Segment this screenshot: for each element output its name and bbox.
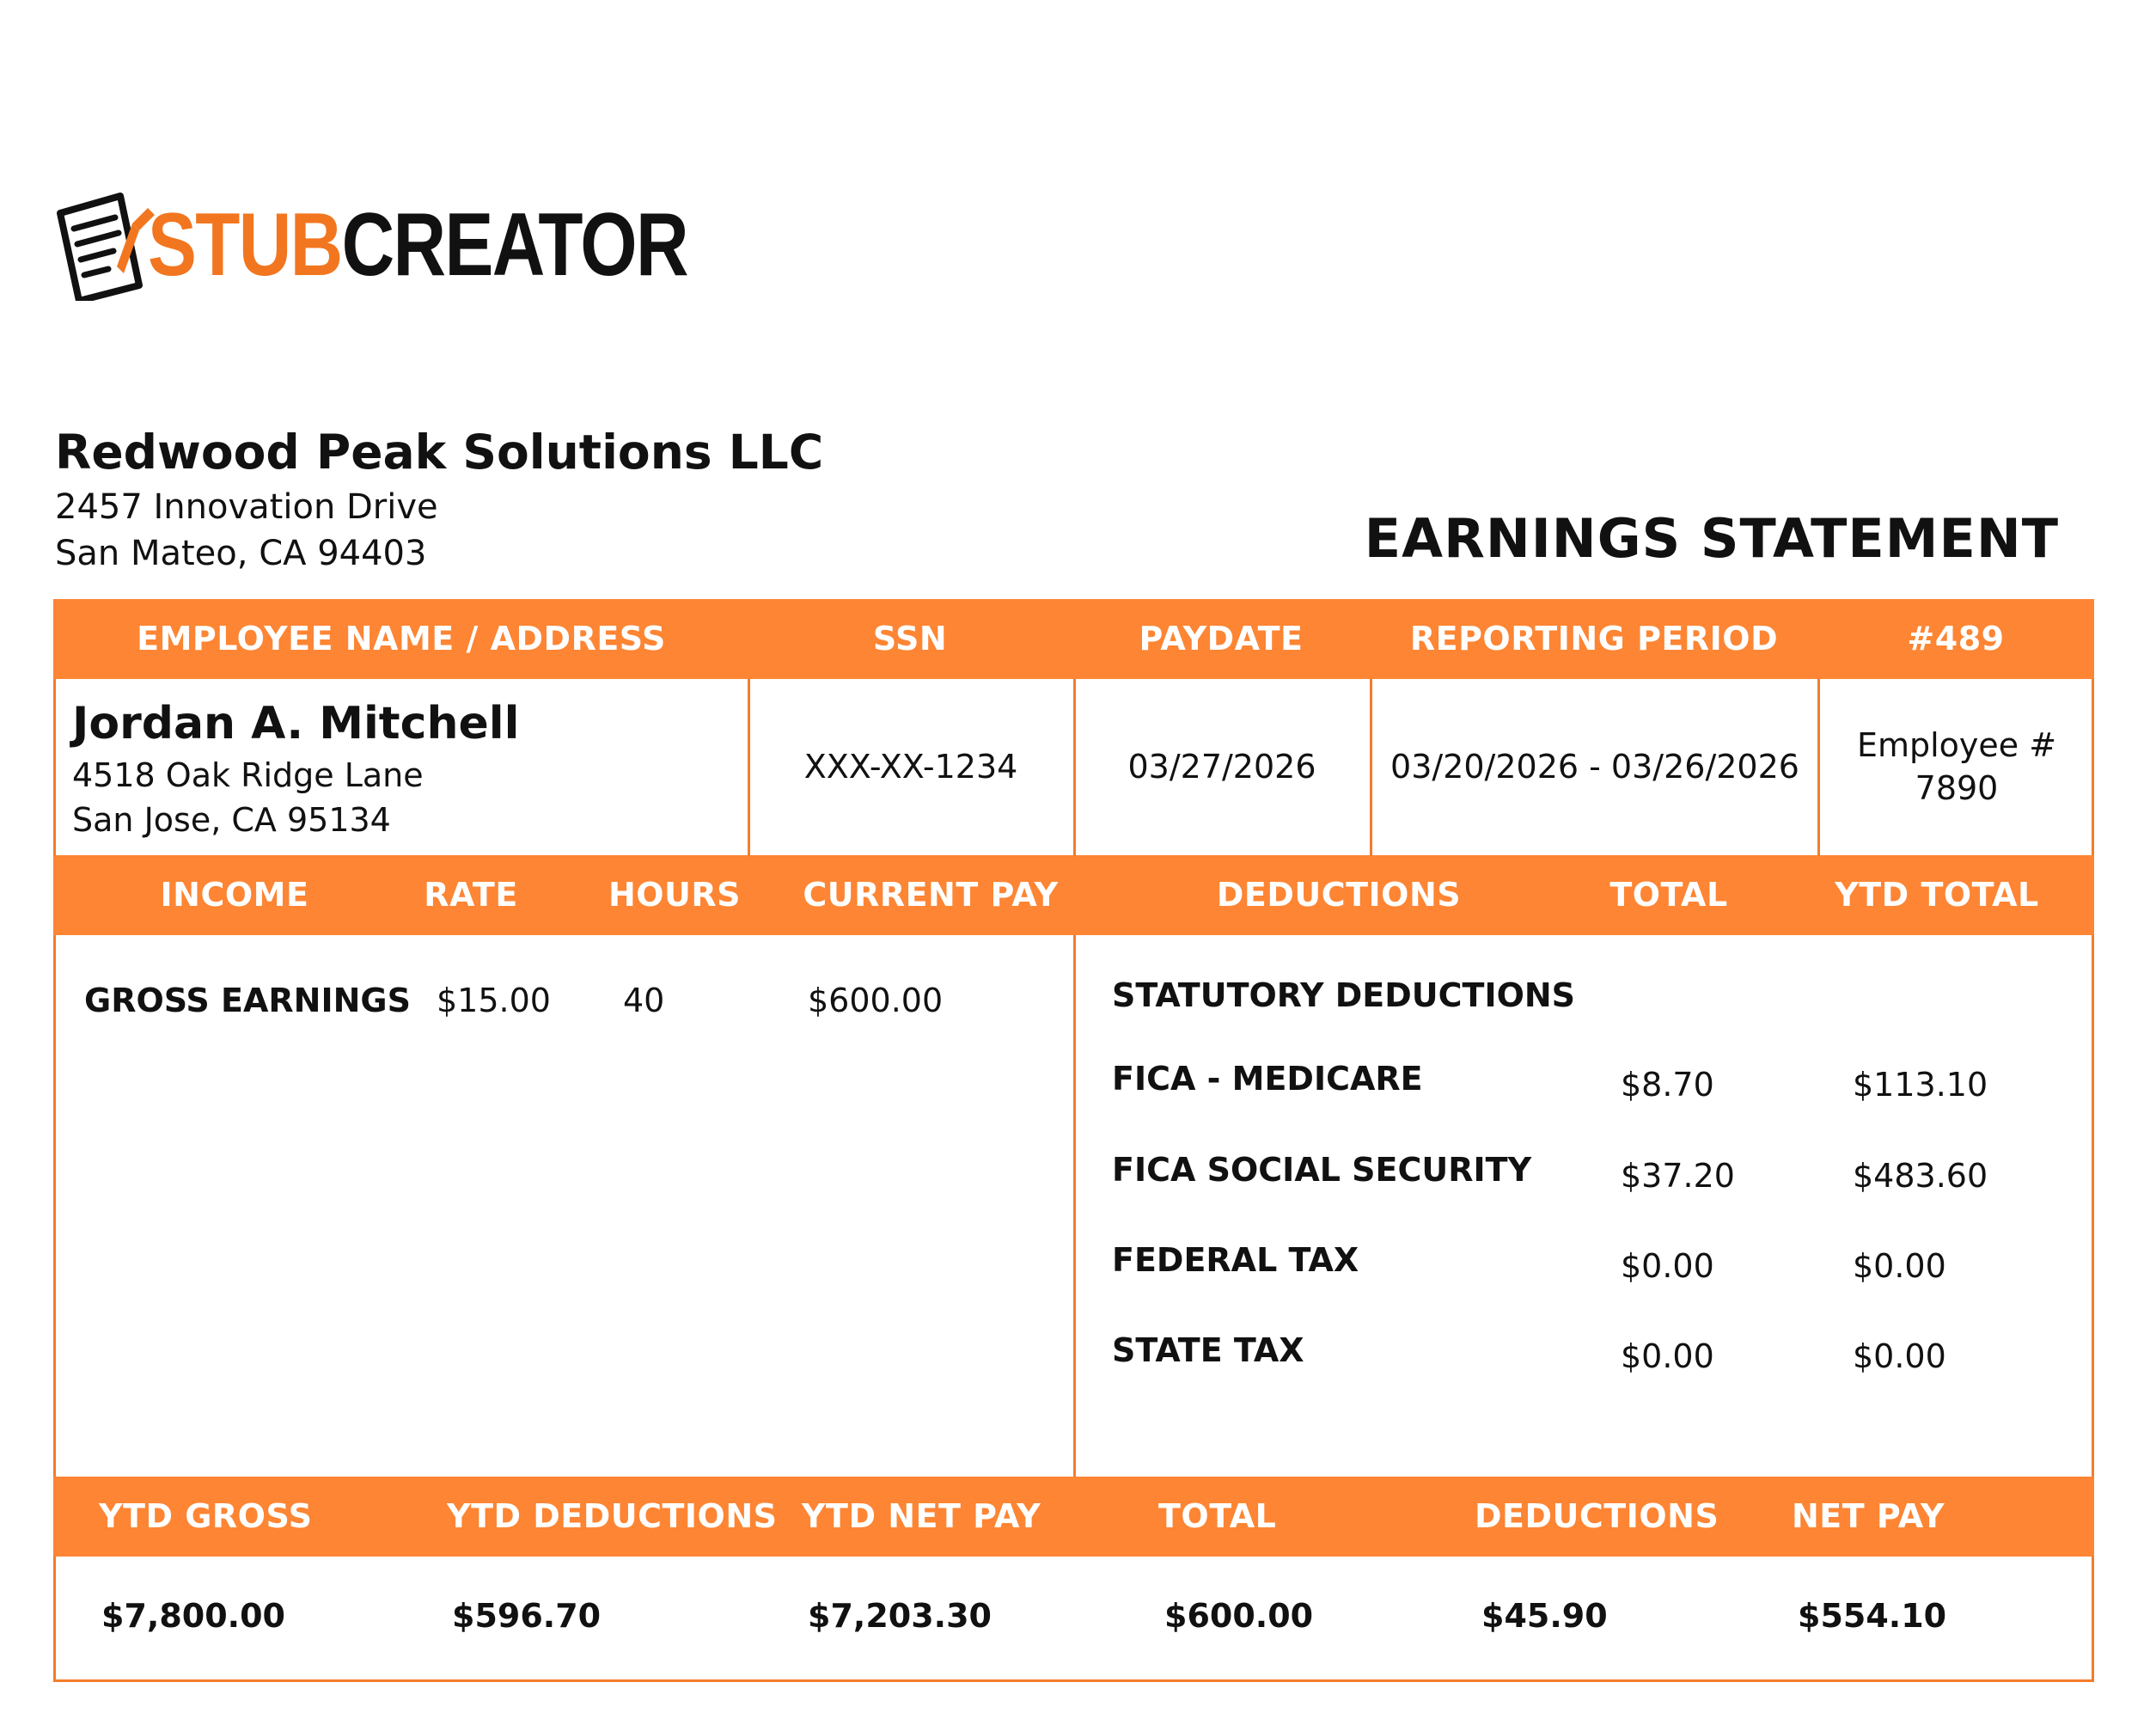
- deduction-total: $0.00: [1621, 1337, 1714, 1375]
- header-summary-deductions: DEDUCTIONS: [1475, 1497, 1719, 1535]
- employee-name: Jordan A. Mitchell: [72, 698, 520, 749]
- divider-ssn-paydate: [1073, 679, 1076, 855]
- employee-address-line1: 4518 Oak Ridge Lane: [72, 756, 424, 794]
- company-address-line1: 2457 Innovation Drive: [55, 487, 438, 527]
- header-hours: HOURS: [608, 876, 742, 914]
- header-ytd-total: YTD TOTAL: [1835, 876, 2039, 914]
- header-band-income: [53, 855, 2094, 935]
- company-address-line2: San Mateo, CA 94403: [55, 534, 427, 573]
- summary-deductions: $45.90: [1481, 1597, 1608, 1635]
- deduction-total: $0.00: [1621, 1247, 1714, 1285]
- header-summary-net-pay: NET PAY: [1792, 1497, 1945, 1535]
- summary-ytd-gross: $7,800.00: [101, 1597, 285, 1635]
- divider-employee-ssn: [748, 679, 750, 855]
- employee-paydate: 03/27/2026: [1127, 748, 1316, 786]
- employee-reporting-period: 03/20/2026 - 03/26/2026: [1390, 748, 1799, 786]
- statutory-deductions-title: STATUTORY DEDUCTIONS: [1112, 976, 1576, 1014]
- deduction-ytd: $0.00: [1853, 1247, 1946, 1285]
- paystub-document-icon: [53, 189, 156, 301]
- deduction-ytd: $483.60: [1853, 1157, 1988, 1195]
- income-hours: 40: [623, 982, 665, 1019]
- income-rate: $15.00: [437, 982, 551, 1019]
- deduction-label: FICA SOCIAL SECURITY: [1112, 1151, 1532, 1189]
- header-ytd-net-pay: YTD NET PAY: [802, 1497, 1041, 1535]
- summary-net-pay: $554.10: [1798, 1597, 1947, 1635]
- employee-number: 7890: [1915, 769, 1999, 807]
- deduction-total: $37.20: [1621, 1157, 1735, 1195]
- header-ytd-deductions: YTD DEDUCTIONS: [447, 1497, 778, 1535]
- employee-address-line2: San Jose, CA 95134: [72, 801, 391, 839]
- deduction-ytd: $113.10: [1853, 1066, 1988, 1104]
- header-deductions: DEDUCTIONS: [1216, 876, 1462, 914]
- header-reporting-period: REPORTING PERIOD: [1409, 620, 1779, 658]
- summary-ytd-net-pay: $7,203.30: [808, 1597, 992, 1635]
- header-ytd-gross: YTD GROSS: [99, 1497, 313, 1535]
- header-employee-address: EMPLOYEE NAME / ADDRESS: [137, 620, 666, 658]
- deduction-label: FEDERAL TAX: [1112, 1241, 1359, 1279]
- summary-total: $600.00: [1164, 1597, 1314, 1635]
- summary-ytd-deductions: $596.70: [452, 1597, 602, 1635]
- header-ssn: SSN: [872, 620, 948, 658]
- income-gross-earnings-label: GROSS EARNINGS: [84, 982, 411, 1019]
- divider-period-number: [1817, 679, 1820, 855]
- header-band-summary: [53, 1477, 2094, 1557]
- document-title: EARNINGS STATEMENT: [1364, 507, 2059, 570]
- employee-number-label: Employee #: [1856, 726, 2057, 764]
- logo-wordmark: STUBCREATOR: [148, 195, 687, 295]
- header-paydate: PAYDATE: [1139, 620, 1304, 658]
- header-total: TOTAL: [1609, 876, 1728, 914]
- divider-paydate-period: [1370, 679, 1372, 855]
- deduction-label: FICA - MEDICARE: [1112, 1060, 1423, 1098]
- header-rate: RATE: [424, 876, 518, 914]
- deduction-total: $8.70: [1621, 1066, 1714, 1104]
- company-name: Redwood Peak Solutions LLC: [55, 425, 824, 480]
- header-statement-number: #489: [1907, 620, 2005, 658]
- deduction-label: STATE TAX: [1112, 1331, 1304, 1369]
- employee-ssn: XXX-XX-1234: [803, 748, 1018, 786]
- income-current-pay: $600.00: [808, 982, 944, 1019]
- deduction-ytd: $0.00: [1853, 1337, 1946, 1375]
- divider-income-deductions: [1073, 935, 1076, 1477]
- header-summary-total: TOTAL: [1158, 1497, 1277, 1535]
- header-income: INCOME: [160, 876, 309, 914]
- header-current-pay: CURRENT PAY: [803, 876, 1059, 914]
